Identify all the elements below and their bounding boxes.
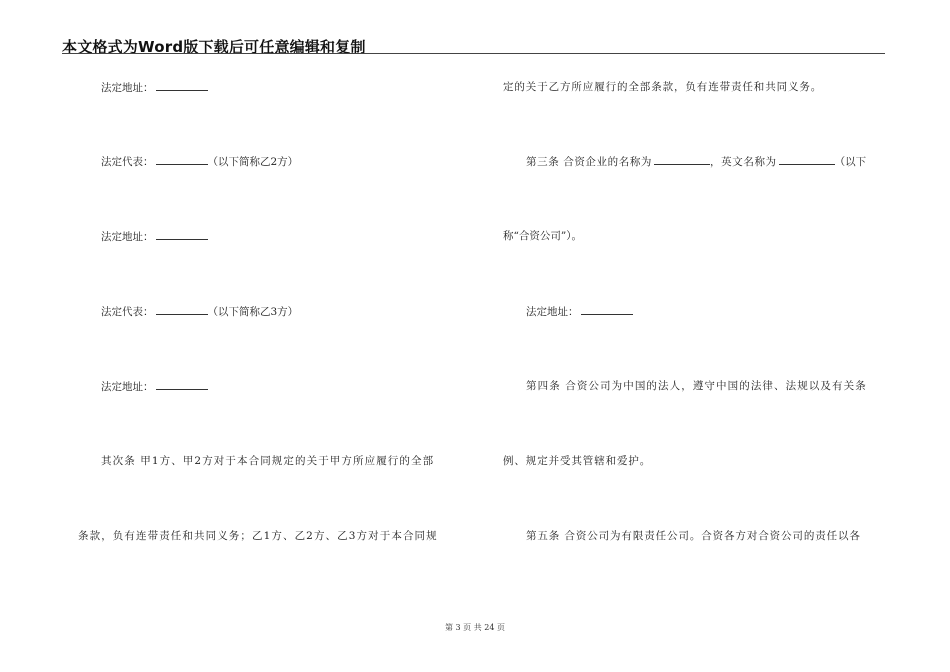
article-5-line-1: 第五条 合资公司为有限责任公司。合资各方对合资公司的责任以各 <box>526 530 861 542</box>
left-legal-rep-1 <box>101 154 298 169</box>
blank-field <box>156 379 208 390</box>
right-legal-address <box>526 304 633 319</box>
article-4-line-1: 第四条 合资公司为中国的法人，遵守中国的法律、法规以及有关条 <box>526 380 867 392</box>
blank-field <box>581 304 633 315</box>
label: 法定代表： <box>101 156 154 168</box>
label: 法定地址： <box>101 231 154 243</box>
blank-field <box>156 80 208 91</box>
page-header-title: 本文格式为Word版下载后可任意编辑和复制 <box>62 38 366 56</box>
blank-field <box>156 154 208 165</box>
header-rule <box>62 53 885 54</box>
article-2-line-3: 定的关于乙方所应履行的全部条款，负有连带责任和共同义务。 <box>503 81 823 93</box>
label: 法定地址： <box>101 82 154 94</box>
label: ，英文名称为 <box>710 156 777 168</box>
left-legal-address-1 <box>101 80 208 95</box>
label: 法定代表： <box>101 306 154 318</box>
blank-field <box>779 154 835 165</box>
article-3-line-1 <box>526 154 866 169</box>
note: （以下简称乙2方） <box>207 156 299 168</box>
article-2-line-2: 条款，负有连带责任和共同义务；乙1方、乙2方、乙3方对于本合同规 <box>78 530 438 542</box>
label: 法定地址： <box>101 381 154 393</box>
blank-field <box>156 229 208 240</box>
left-legal-rep-2 <box>101 304 298 319</box>
page-number: 第 3 页 共 24 页 <box>445 623 505 632</box>
blank-field <box>654 154 710 165</box>
article-4-line-2: 例、规定并受其管辖和爱护。 <box>503 455 652 467</box>
article-3-line-2: 称“合资公司”）。 <box>503 230 582 242</box>
label: 第三条 合资企业的名称为 <box>526 156 653 168</box>
note: （以下简称乙3方） <box>207 306 299 318</box>
left-legal-address-3 <box>101 379 208 394</box>
blank-field <box>156 304 208 315</box>
article-2-line-1: 其次条 甲1方、甲2方对于本合同规定的关于甲方所应履行的全部 <box>101 455 435 467</box>
left-legal-address-2 <box>101 229 208 244</box>
label: 法定地址： <box>526 306 579 318</box>
label: （以下 <box>834 156 867 168</box>
